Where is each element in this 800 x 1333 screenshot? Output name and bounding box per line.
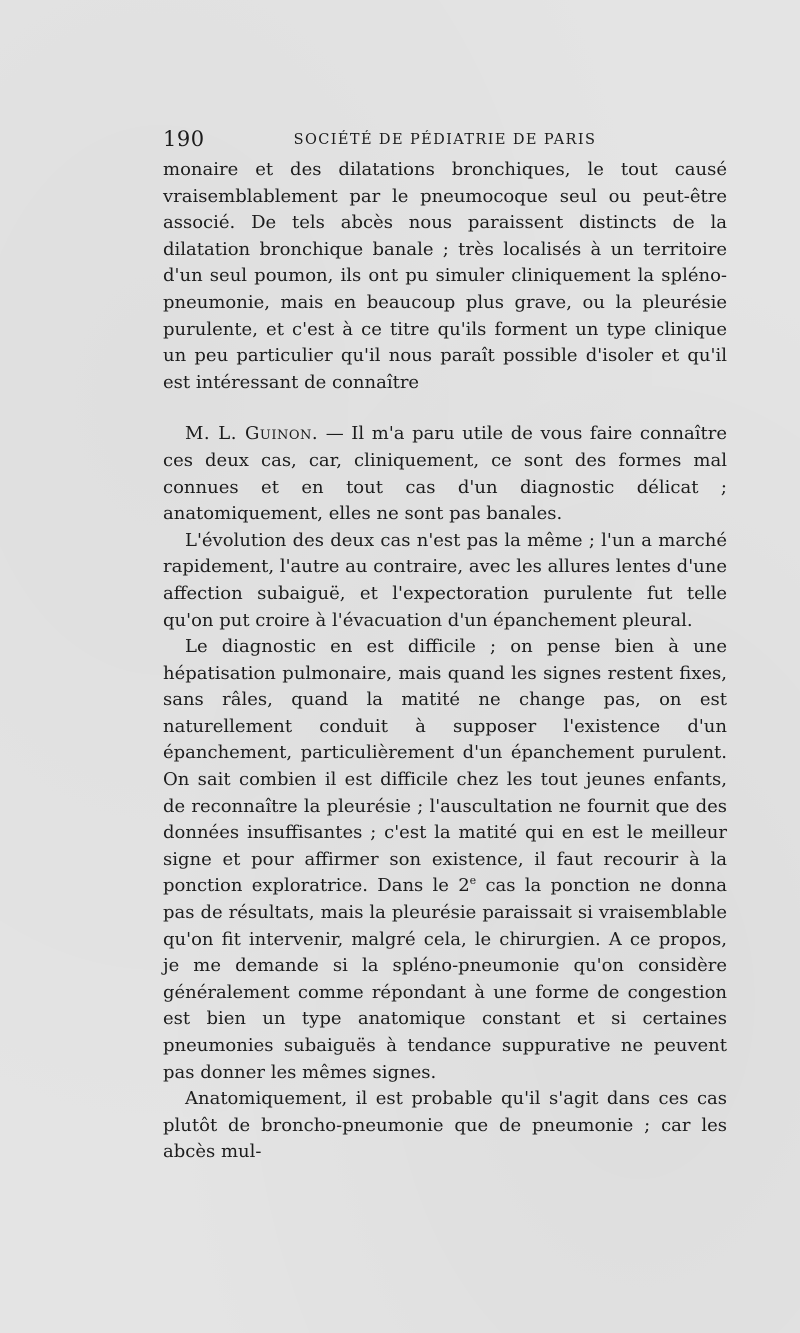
speech-paragraph-1-text: — Il m'a paru utile de vous faire connaître ces deux cas, car, cliniquement, ce sont des formes mal connues et en tout cas d'un diagnostic délicat ; anatomiquement, elles ne sont pas banales. [163,423,727,525]
speech-paragraph-1 [163,421,727,527]
running-head [163,126,727,152]
journal-title: SOCIÉTÉ DE PÉDIATRIE DE PARIS [293,132,597,148]
page-number: 190 [163,127,205,151]
speech-paragraph-2: L'évolution des deux cas n'est pas la même ; l'un a marché rapidement, l'autre au contraire, avec les allures lentes d'une affection subaiguë, et l'expectoration purulente fut telle qu'on put croire à l'évacuation d'un épanchement pleural. [163,529,727,631]
speech-paragraph-3-text-b: cas la ponction ne donna pas de résultats, mais la pleurésie paraissait si vraisemblable qu'on fit intervenir, malgré cela, le chirurgien. A ce propos, je me demande si la spléno-pneumonie qu'on considère généralement comme répondant à une forme de congestion est bien un type anatomique constant et si certaines pneumonies subaiguës à tendance suppurative ne peuvent pas donner les mêmes signes. [163,875,728,1083]
speech-paragraph-3-text-a: Le diagnostic en est difficile ; on pense bien à une hépatisation pulmonaire, mais quand les signes restent fixes, sans râles, quand la matité ne change pas, on est naturellement conduit à supposer l'existence d'un épanchement, particulièrement d'un épanchement purulent. On sait combien il est difficile chez les tout jeunes enfants, de reconnaître la pleurésie ; l'auscultation ne fournit que des données insuffisantes ; c'est la matité qui en est le meilleur signe et pour affirmer son existence, il faut recourir à la ponction exploratrice. Dans le 2 [163,636,727,897]
continuation-paragraph: monaire et des dilatations bronchiques, le tout causé vraisemblablement par le pneumocoque seul ou peut-être associé. De tels abcès nous paraissent distincts de la dilatation bronchique banale ; très localisés à un territoire d'un seul poumon, ils ont pu simuler cliniquement la spléno-pneumonie, mais en beaucoup plus grave, ou la pleurésie purulente, et c'est à ce titre qu'ils forment un type clinique un peu particulier qu'il nous paraît possible d'isoler et qu'il est intéressant de connaître [163,159,727,393]
speech-paragraph-4: Anatomiquement, il est probable qu'il s'agit dans ces cas plutôt de broncho-pneumonie que de pneumonie ; car les abcès mul- [163,1088,727,1163]
ordinal-superscript: e [469,874,477,888]
speech-paragraph-3 [163,634,727,1086]
body-text [163,157,727,1166]
speaker-name: M. L. Guinon. [185,423,319,445]
